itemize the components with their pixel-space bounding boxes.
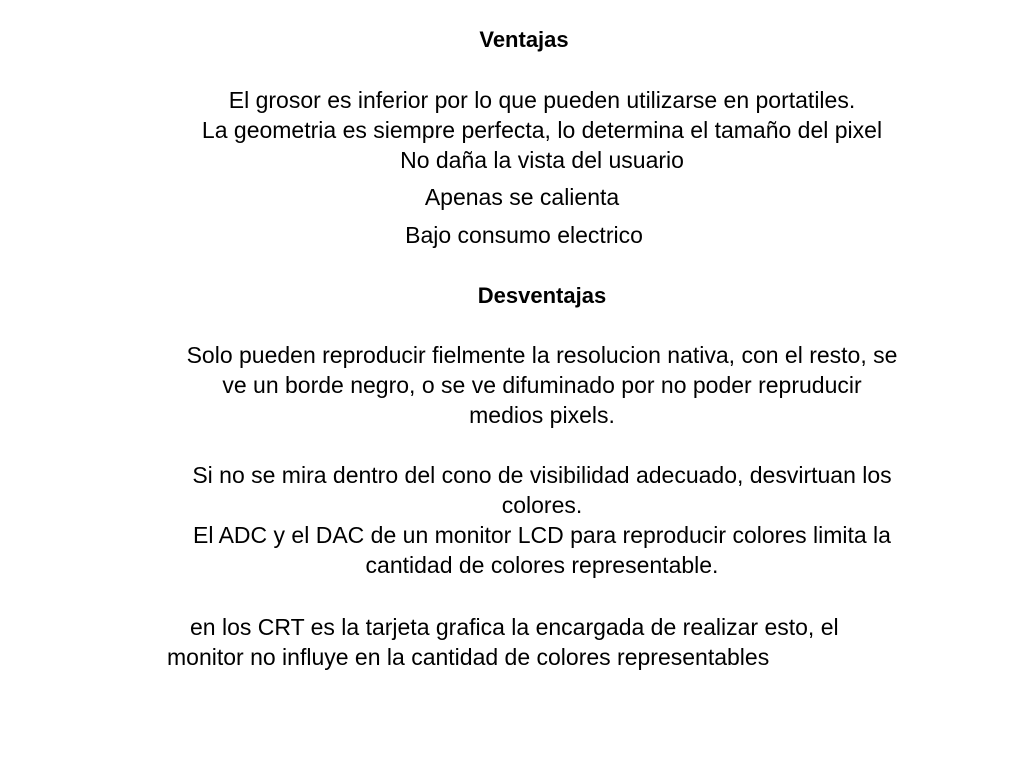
desventajas-item: en los CRT es la tarjeta grafica la encargada de realizar esto, el	[190, 614, 839, 640]
desventajas-item: Solo pueden reproducir fielmente la resolucion nativa, con el resto, se	[186, 342, 898, 368]
desventajas-item: ve un borde negro, o se ve difuminado por no poder repruducir	[222, 372, 862, 398]
ventajas-heading: Ventajas	[479, 27, 569, 52]
desventajas-item: Si no se mira dentro del cono de visibilidad adecuado, desvirtuan los	[192, 462, 892, 488]
desventajas-item: monitor no influye en la cantidad de colores representables	[167, 644, 770, 670]
desventajas-item: cantidad de colores representable.	[365, 552, 719, 578]
desventajas-item: El ADC y el DAC de un monitor LCD para reproducir colores limita la	[193, 522, 891, 548]
desventajas-item: colores.	[501, 492, 583, 518]
ventajas-item: El grosor es inferior por lo que pueden utilizarse en portatiles.	[228, 87, 856, 113]
desventajas-item: medios pixels.	[469, 402, 615, 428]
ventajas-item: No daña la vista del usuario	[400, 147, 684, 173]
desventajas-heading: Desventajas	[477, 283, 607, 308]
ventajas-item: La geometria es siempre perfecta, lo determina el tamaño del pixel	[201, 117, 883, 143]
ventajas-item: Apenas se calienta	[424, 184, 620, 210]
ventajas-item: Bajo consumo electrico	[405, 222, 643, 248]
